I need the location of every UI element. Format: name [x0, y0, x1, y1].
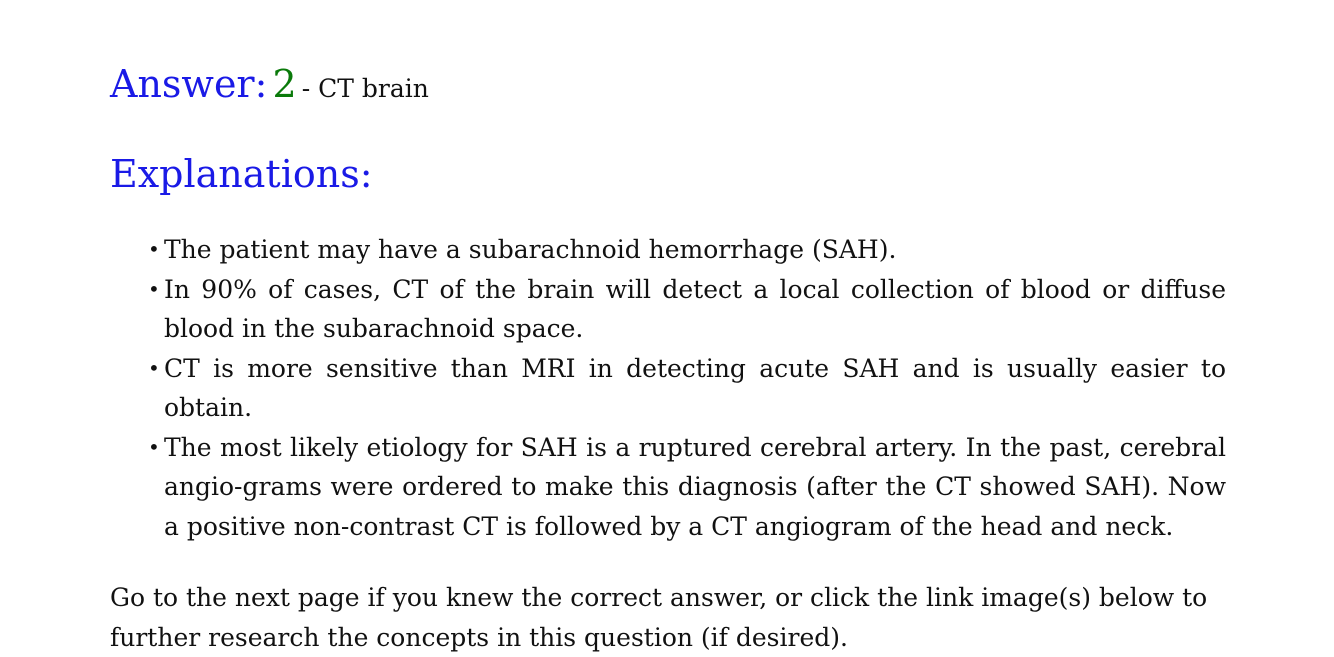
bullet-icon: •: [148, 237, 160, 261]
bullet-icon: •: [148, 434, 160, 459]
list-item: [148, 230, 1226, 270]
list-item: [148, 428, 1226, 547]
list-item: [148, 270, 1226, 349]
list-item-text: CT is more sensitive than MRI in detecting acute SAH and is usually easier to obtain.: [164, 353, 1226, 422]
answer-number: 2: [272, 62, 297, 106]
list-item-text: The patient may have a subarachnoid hemorrhage (SAH).: [164, 235, 897, 264]
bullet-icon: •: [148, 276, 160, 301]
explanation-list: [110, 230, 1226, 546]
answer-label: Answer:: [110, 62, 268, 106]
explanations-heading: Explanations:: [110, 152, 373, 196]
answer-line: [110, 58, 1270, 110]
footer-instructions: Go to the next page if you knew the correct answer, or click the link image(s) below to further research the concepts in this question (if desired).: [110, 583, 1208, 652]
answer-explanation-page: [110, 58, 1270, 657]
list-item-text: The most likely etiology for SAH is a ruptured cerebral artery. In the past, cerebral angio-grams were ordered to make this diagnosis (after the CT showed SAH). Now a positive non-contrast CT is followed by a CT angiogram of the head and neck.: [164, 432, 1226, 541]
list-item: [148, 349, 1226, 428]
bullet-icon: •: [148, 355, 160, 380]
list-item-text: In 90% of cases, CT of the brain will detect a local collection of blood or diffuse blood in the subarachnoid space.: [164, 274, 1226, 343]
answer-text: - CT brain: [301, 74, 429, 103]
